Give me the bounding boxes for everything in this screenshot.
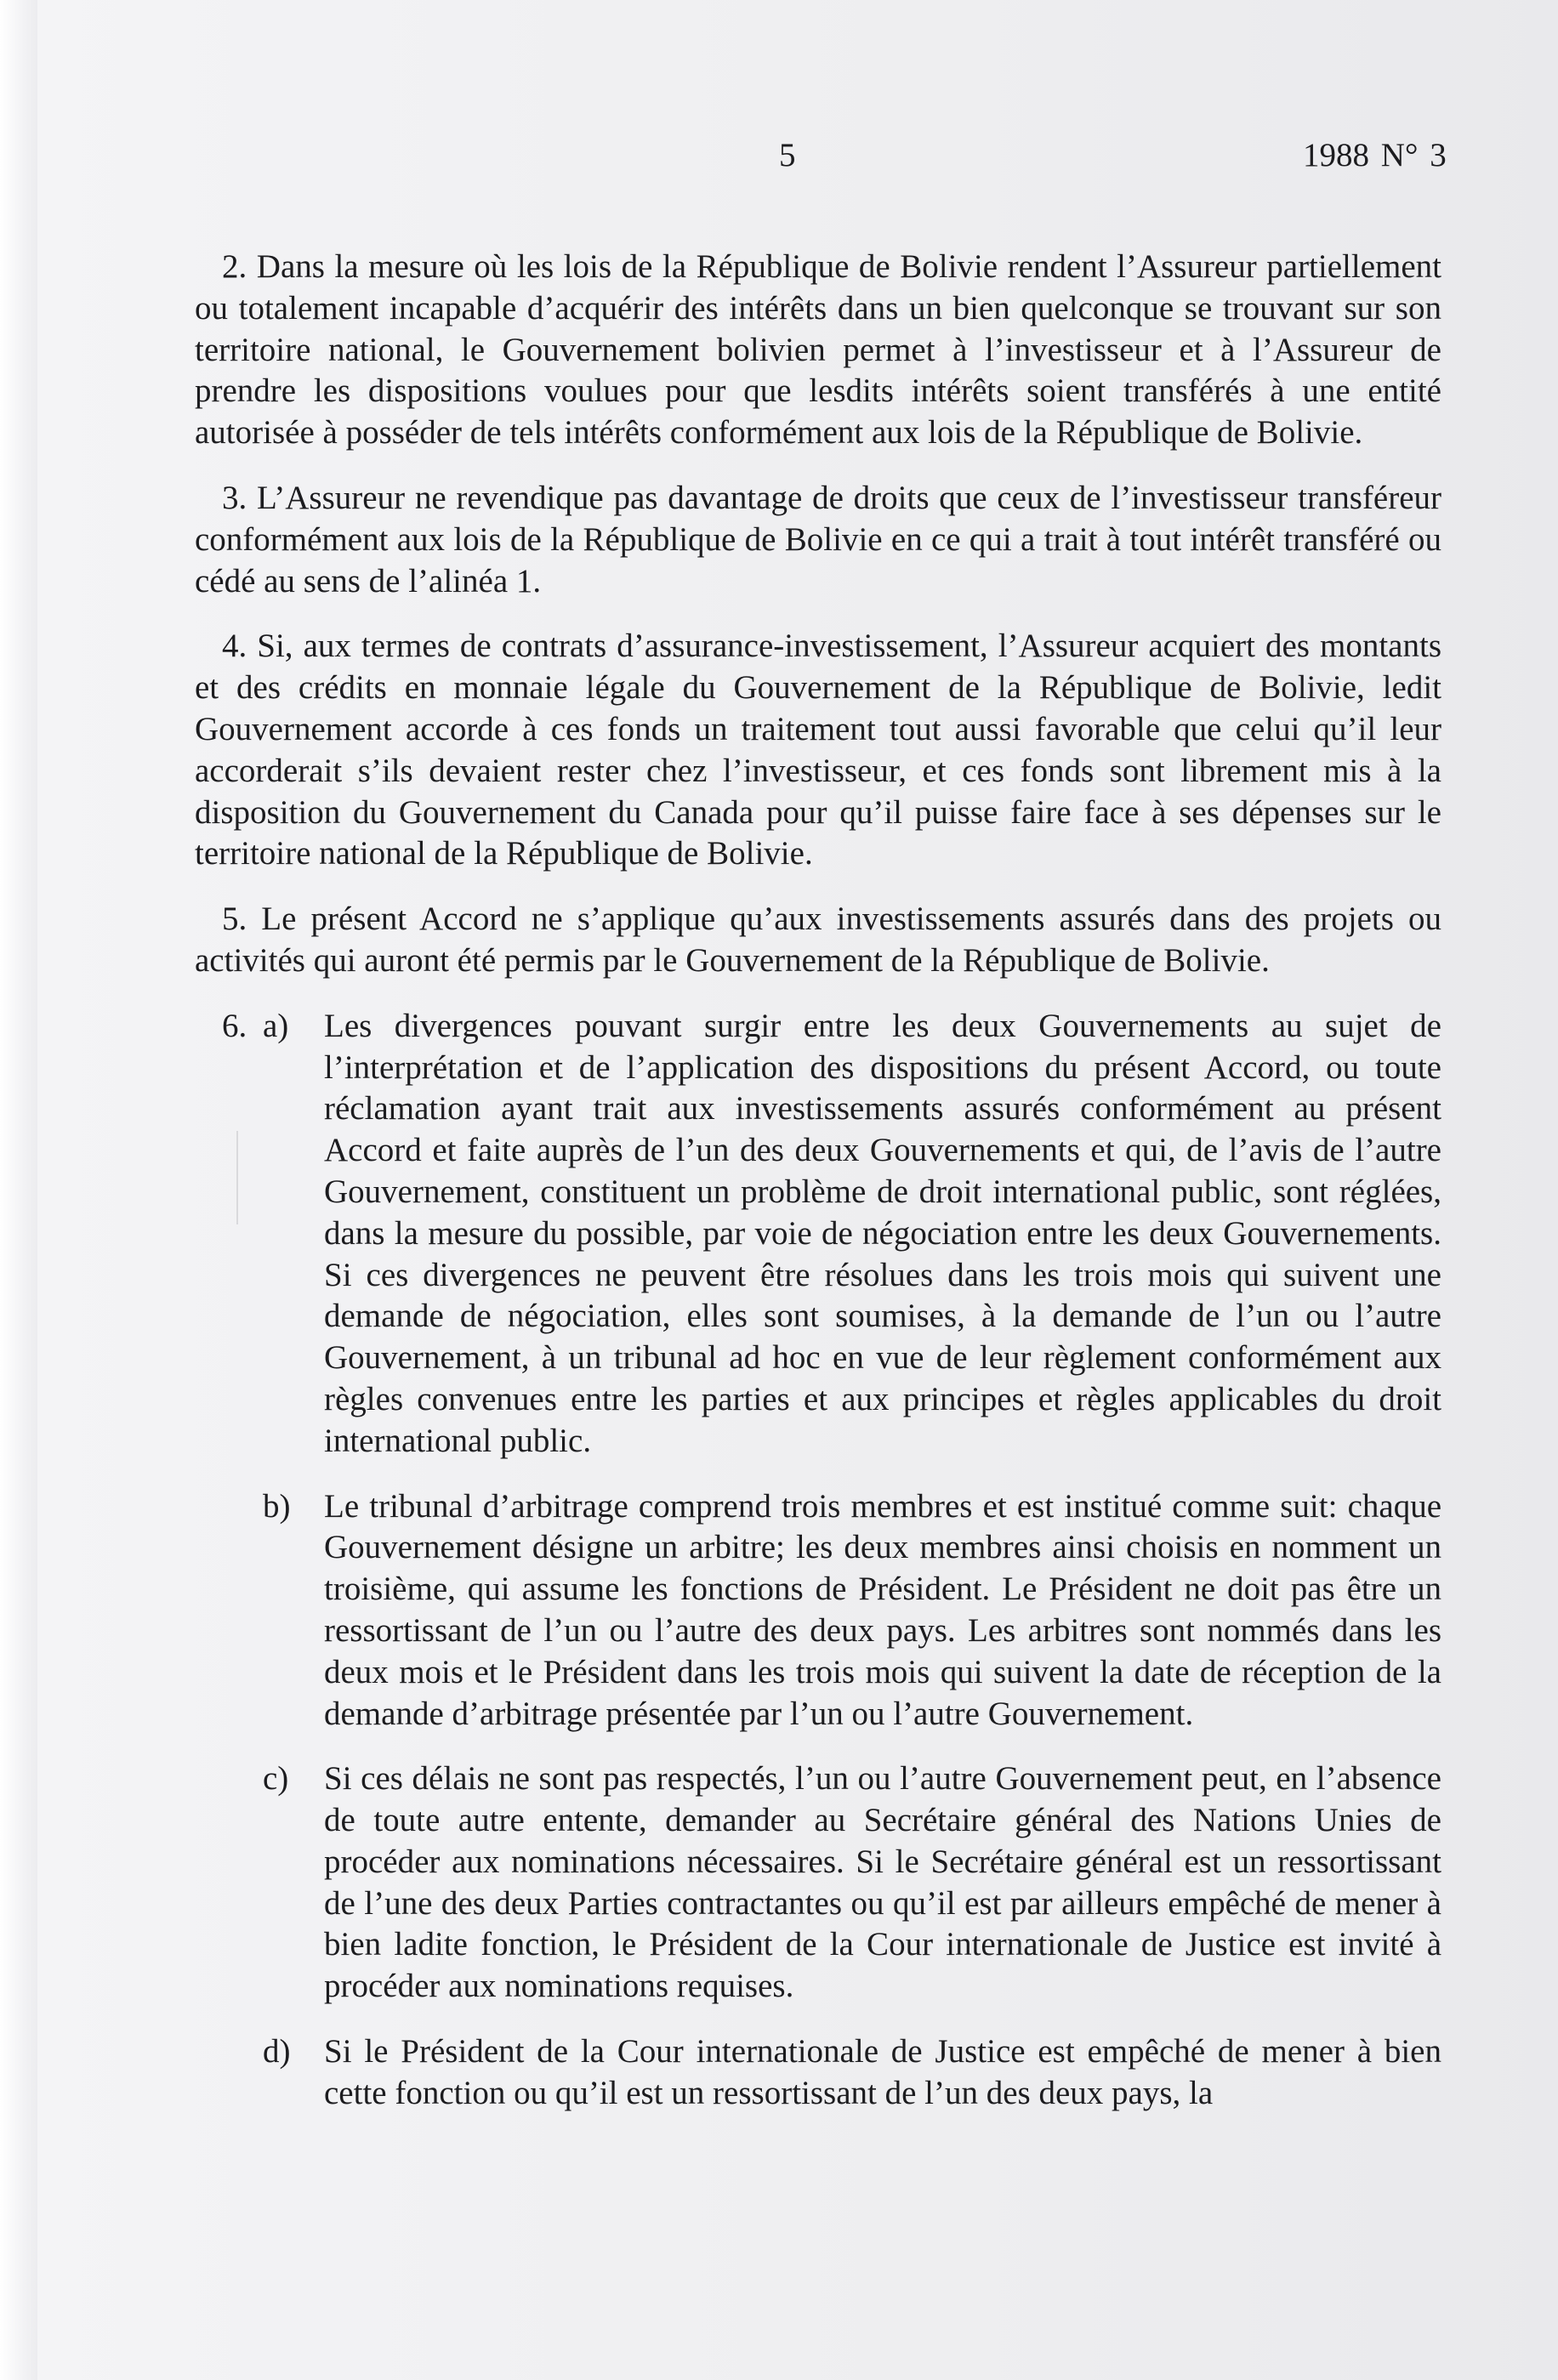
paragraph-6c — [195, 1758, 1441, 2008]
page-header — [0, 136, 1558, 187]
item-marker-b: b) — [263, 1487, 291, 1525]
paragraph-2: 2. Dans la mesure où les lois de la République de Bolivie rendent l’Assureur partiellement ou totalement incapable d’acquérir des intérêts dans un bien quelconque se trouvant sur son territoire national, le Gouvernement bolivien permet à l’investisseur et à l’Assureur de prendre les dispositions voulues pour que lesdits intérêts soient transférés à une entité autorisée à posséder de tels intérêts conformément aux lois de la République de Bolivie. — [195, 248, 1441, 452]
item-text-c: Si ces délais ne sont pas respectés, l’un ou l’autre Gouvernement peut, en l’absence de toute autre entente, demander au Secrétaire général des Nations Unies de procéder aux nominations nécessaires. Si le Secrétaire général est un ressortissant de l’une des deux Parties contractantes ou qu’il est par ailleurs empêché de mener à bien ladite fonction, le Président de la Cour internationale de Justice est invité à procéder aux nominations requises. — [324, 1760, 1441, 2005]
year-and-number: 1988 N° 3 — [1303, 137, 1447, 173]
paragraph-6b — [195, 1486, 1441, 1735]
item-text-a: Les divergences pouvant surgir entre les deux Gouvernements au sujet de l’interprétation et de l’application des dispositions du présent Accord, ou toute réclamation ayant trait aux investissements assurés conformément au présent Accord et faite auprès de l’un des deux Gouvernements et qui, de l’avis de l’autre Gouvernement, constituent un problème de droit international public, sont réglées, dans la mesure du possible, par voie de négociation entre les deux Gouvernements. Si ces divergences ne peuvent être résolues dans les trois mois qui suivent une demande de négociation, elles sont soumises, à la demande de l’un ou l’autre Gouvernement, à un tribunal ad hoc en vue de leur règlement conformément aux règles convenues entre les parties et aux principes et règles applicables du droit international public. — [324, 1007, 1441, 1459]
paragraph-4: 4. Si, aux termes de contrats d’assurance-investissement, l’Assureur acquiert des montants et des crédits en monnaie légale du Gouvernement de la République de Bolivie, ledit Gouvernement accorde à ces fonds un traitement tout aussi favorable que celui qu’il leur accorderait s’ils devaient rester chez l’investisseur, et ces fonds sont librement mis à la disposition du Gouvernement du Canada pour qu’il puisse faire face à ses dépenses sur le territoire national de la République de Bolivie. — [195, 628, 1441, 872]
item-text-d: Si le Président de la Cour internationale de Justice est empêché de mener à bien cette fonction ou qu’il est un ressortissant de l’un des deux pays, la — [324, 2033, 1441, 2111]
item-marker-c: c) — [263, 1760, 289, 1798]
paragraph-5: 5. Le présent Accord ne s’applique qu’aux investissements assurés dans des projets ou activités qui auront été permis par le Gouvernement de la République de Bolivie. — [195, 900, 1441, 979]
paragraph-3: 3. L’Assureur ne revendique pas davantage de droits que ceux de l’investisseur transféreur conformément aux lois de la République de Bolivie en ce qui a trait à tout intérêt transféré ou cédé au sens de l’alinéa 1. — [195, 479, 1441, 599]
page-binding-edge — [0, 0, 37, 2380]
item-marker-d: d) — [263, 2033, 291, 2070]
item-marker-a: a) — [263, 1007, 289, 1044]
document-body — [195, 247, 1441, 2139]
article-6-number: 6. — [222, 1007, 247, 1044]
paragraph-6d — [195, 2031, 1441, 2115]
page-number: 5 — [779, 137, 796, 173]
item-text-b: Le tribunal d’arbitrage comprend trois membres et est institué comme suit: chaque Gouvernement désigne un arbitre; les deux membres ainsi choisis en nomment un troisième, qui assume les fonctions de Président. Le Président ne doit pas être un ressortissant de l’un ou l’autre des deux pays. Les arbitres sont nommés dans les deux mois et le Président dans les trois mois qui suivent la date de réception de la demande d’arbitrage présentée par l’un ou l’autre Gouvernement. — [324, 1487, 1441, 1732]
paragraph-6a — [195, 1006, 1441, 1463]
